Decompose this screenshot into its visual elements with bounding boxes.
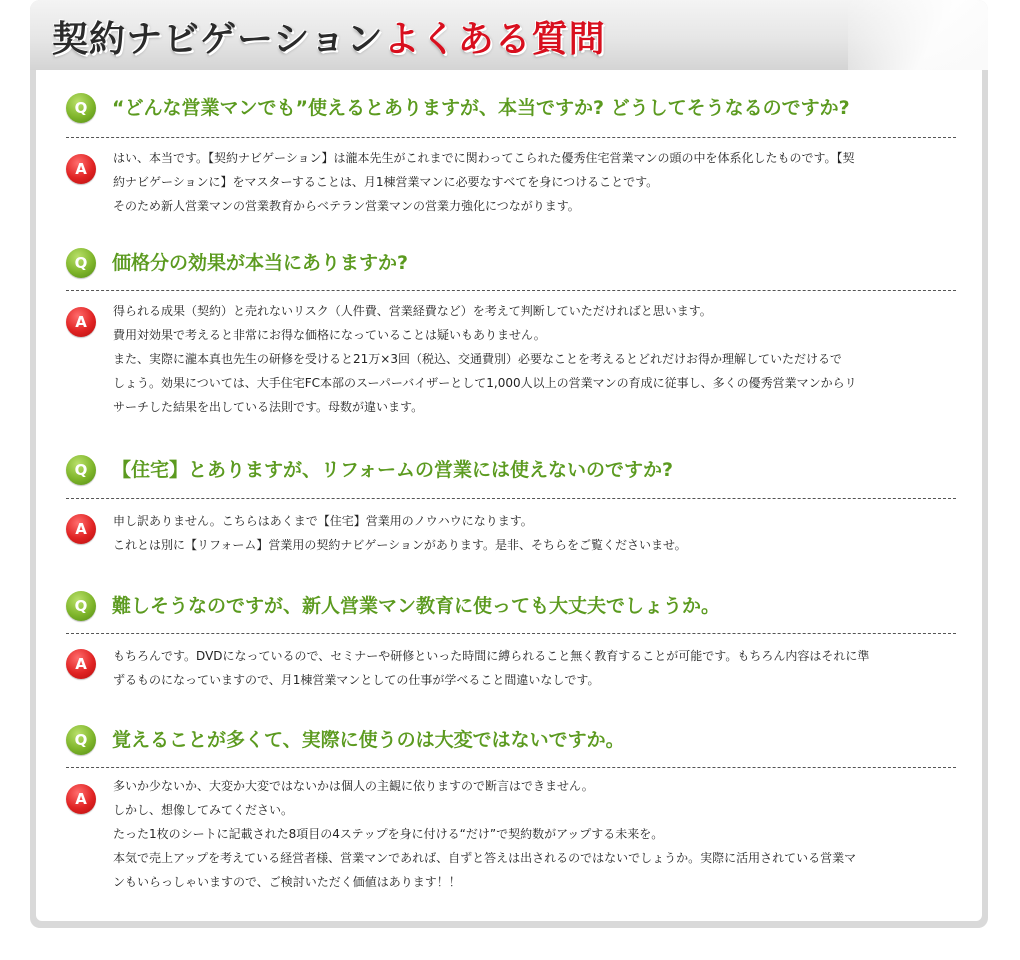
divider: [66, 767, 956, 768]
faq-item: [66, 92, 956, 213]
question-icon: Q: [66, 725, 96, 755]
answer-text: [113, 299, 956, 419]
divider: [66, 137, 956, 138]
question-icon: Q: [66, 455, 96, 485]
faq-header: [30, 0, 988, 70]
faq-item: [66, 724, 956, 889]
answer-icon: A: [66, 307, 96, 337]
question-row: [66, 247, 956, 281]
question-text: “どんな営業マンでも”使えるとありますが、本当ですか? どうしてそうなるのですか?: [112, 97, 850, 119]
question-text: 覚えることが多くて、実際に使うのは大変ではないですか。: [112, 729, 625, 751]
question-text: 価格分の効果が本当にありますか?: [112, 252, 409, 274]
answer-line: これとは別に【リフォーム】営業用の契約ナビゲーションがあります。是非、そちらをご覧くださいませ。: [113, 538, 687, 552]
answer-line: ずるものになっていますので、月1棟営業マンとしての仕事が学べること間違いなしです。: [113, 673, 600, 687]
page-title-main: 契約ナビゲーション: [52, 18, 384, 60]
question-text: 【住宅】とありますが、リフォームの営業には使えないのですか?: [112, 459, 674, 481]
faq-item: [66, 247, 956, 414]
answer-text: [113, 509, 956, 557]
answer-icon: A: [66, 649, 96, 679]
question-icon: Q: [66, 93, 96, 123]
divider: [66, 290, 956, 291]
question-icon: Q: [66, 591, 96, 621]
answer-line: 費用対効果で考えると非常にお得な価格になっていることは疑いもありません。: [113, 328, 546, 342]
answer-icon: A: [66, 784, 96, 814]
answer-text: [113, 644, 956, 692]
answer-line: 約ナビゲーションに】をマスターすることは、月1棟営業マンに必要なすべてを身につけることです。: [113, 175, 659, 189]
question-icon: Q: [66, 248, 96, 278]
answer-line: ンもいらっしゃいますので、ご検討いただく価値はあります！！: [113, 875, 461, 889]
answer-line: 本気で売上アップを考えている経営者様、営業マンであれば、自ずと答えは出されるのではないでしょうか。実際に活用されている営業マ: [113, 851, 857, 865]
divider: [66, 633, 956, 634]
answer-line: もちろんです。DVDになっているので、セミナーや研修といった時間に縛られること無く教育することが可能です。もちろん内容はそれに準: [113, 649, 870, 663]
question-row: [66, 92, 956, 126]
question-row: [66, 590, 956, 624]
answer-text: [113, 774, 956, 894]
question-row: [66, 724, 956, 758]
answer-icon: A: [66, 154, 96, 184]
answer-line: また、実際に瀧本真也先生の研修を受けると21万×3回（税込、交通費別）必要なことを考えるとどれだけお得か理解していただけるで: [113, 352, 842, 366]
answer-line: はい、本当です。【契約ナビゲーション】は瀧本先生がこれまでに関わってこられた優秀住宅営業マンの頭の中を体系化したものです。【契: [113, 151, 855, 165]
faq-item: [66, 454, 956, 552]
answer-line: しかし、想像してみてください。: [113, 803, 294, 817]
question-row: [66, 454, 956, 488]
question-text: 難しそうなのですが、新人営業マン教育に使っても大丈夫でしょうか。: [112, 595, 721, 617]
answer-line: 申し訳ありません。こちらはあくまで【住宅】営業用のノウハウになります。: [113, 514, 533, 528]
answer-line: 得られる成果（契約）と売れないリスク（人件費、営業経費など）を考えて判断していただければと思います。: [113, 304, 712, 318]
answer-line: サーチした結果を出している法則です。母数が違います。: [113, 400, 424, 414]
answer-line: しょう。効果については、大手住宅FC本部のスーパーバイザーとして1,000人以上の営業マンの育成に従事し、多くの優秀営業マンからリ: [113, 376, 857, 390]
answer-line: たった1枚のシートに記載された8項目の4ステップを身に付ける“だけ”で契約数がアップする未来を。: [113, 827, 664, 841]
faq-item: [66, 590, 956, 687]
answer-line: そのため新人営業マンの営業教育からベテラン営業マンの営業力強化につながります。: [113, 199, 580, 213]
answer-line: 多いか少ないか、大変か大変ではないかは個人の主観に依りますので断言はできません。: [113, 779, 594, 793]
answer-text: [113, 146, 956, 218]
page-title-accent: よくある質問: [383, 18, 606, 60]
answer-icon: A: [66, 514, 96, 544]
page-title: [52, 8, 606, 64]
divider: [66, 498, 956, 499]
